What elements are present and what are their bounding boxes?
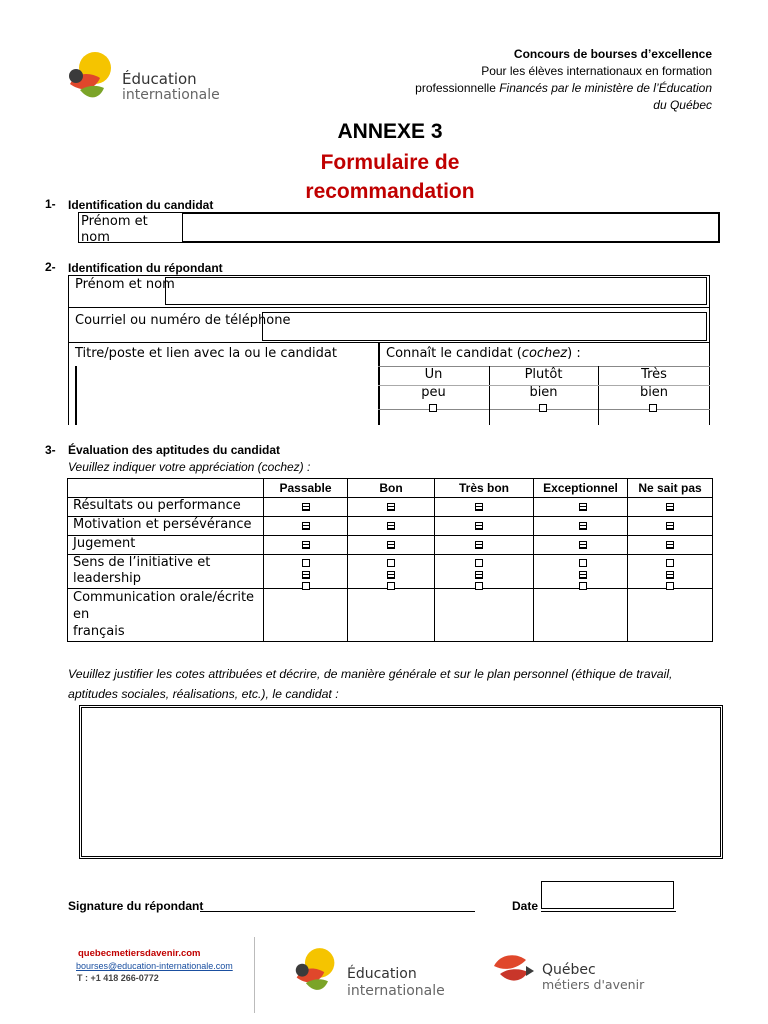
date-line (541, 911, 676, 912)
respondent-name-label: Prénom et nom (75, 277, 175, 292)
rating-checkbox[interactable] (579, 522, 587, 530)
rating-checkbox[interactable] (666, 582, 674, 590)
quebec-metiers-logo (492, 952, 652, 992)
table-row (68, 589, 713, 642)
rating-checkbox[interactable] (666, 541, 674, 549)
rating-checkbox[interactable] (579, 571, 587, 579)
knows-label-end: ) : (567, 346, 581, 361)
rating-checkbox[interactable] (387, 582, 395, 590)
row-label-jugement: Jugement (68, 536, 264, 555)
footer-phone: T : +1 418 266-0772 (77, 973, 159, 983)
rating-checkbox[interactable] (666, 522, 674, 530)
contest-line2: Pour les élèves internationaux en formation (481, 64, 712, 78)
row-label-motivation: Motivation et persévérance (68, 517, 264, 536)
table-row (68, 536, 713, 555)
respondent-row-divider-1 (68, 307, 710, 308)
contest-line3-italic: Financés par le ministère de l’Éducation (499, 81, 712, 95)
justify-instruction-line1: Veuillez justifier les cotes attribuées et décrire, de manière générale et sur le plan personnel (éthique de travail, (68, 667, 673, 681)
candidate-name-label-2: nom (81, 230, 110, 245)
section1-number: 1- (45, 197, 56, 211)
contest-header (415, 46, 712, 114)
justification-textarea[interactable] (79, 705, 723, 859)
contest-line3-plain: professionnelle (415, 81, 496, 95)
logo-text-line1: Éducation (122, 70, 197, 88)
row-label-initiative-line1: Sens de l’initiative et (73, 555, 211, 570)
rating-checkbox[interactable] (387, 559, 395, 567)
rating-checkbox[interactable] (579, 503, 587, 511)
candidate-name-field[interactable] (182, 213, 719, 242)
respondent-name-field[interactable] (165, 277, 707, 305)
row-label-communication (68, 589, 264, 642)
rating-checkbox[interactable] (387, 522, 395, 530)
date-label: Date (512, 899, 539, 913)
rating-checkbox[interactable] (475, 503, 483, 511)
respondent-contact-label: Courriel ou numéro de téléphone (75, 313, 291, 328)
logo-mark-icon (293, 946, 339, 1000)
justify-instruction-line2: aptitudes sociales, réalisations, etc.), le candidat : (68, 687, 339, 701)
row-label-initiative-line2: leadership (73, 571, 142, 586)
respondent-contact-field[interactable] (262, 312, 707, 341)
respondent-row-divider-2 (68, 342, 710, 343)
footer-website[interactable]: quebecmetiersdavenir.com (78, 948, 201, 959)
header-blank (68, 479, 264, 498)
logo-mark-icon (66, 50, 116, 108)
header-exceptionnel: Exceptionnel (534, 479, 628, 498)
footer-logo-text-line2: internationale (347, 983, 445, 999)
knows-column-left-border (378, 342, 380, 425)
education-internationale-logo (66, 50, 226, 108)
rating-checkbox[interactable] (475, 582, 483, 590)
footer-education-logo (293, 946, 453, 1004)
contest-title: Concours de bourses d’excellence (513, 47, 712, 61)
rating-checkbox[interactable] (666, 503, 674, 511)
evaluation-table (67, 478, 713, 642)
option-a-line1: Un (424, 367, 443, 382)
form-title-line2: recommandation (305, 180, 475, 203)
title-field-left-line (75, 366, 77, 425)
form-title-line1: Formulaire de (320, 151, 460, 174)
rating-checkbox[interactable] (387, 541, 395, 549)
rating-checkbox[interactable] (302, 559, 310, 567)
logo-text-line2: internationale (122, 87, 220, 103)
section2-heading: Identification du répondant (68, 261, 223, 275)
evaluation-header-row (68, 479, 713, 498)
quebec-logo-mark-icon (492, 952, 536, 988)
rating-checkbox[interactable] (302, 503, 310, 511)
footer-divider (254, 937, 255, 1013)
rating-checkbox[interactable] (475, 571, 483, 579)
contest-line3 (415, 80, 712, 97)
table-row (68, 498, 713, 517)
rating-checkbox[interactable] (387, 571, 395, 579)
rating-checkbox[interactable] (666, 559, 674, 567)
header-passable: Passable (264, 479, 348, 498)
option-b-line2: bien (529, 385, 558, 400)
row-label-communication-line3: français (73, 624, 125, 639)
contest-line4: du Québec (653, 98, 712, 112)
option-c-line1: Très (641, 367, 667, 382)
rating-checkbox[interactable] (579, 582, 587, 590)
header-ne-sait-pas: Ne sait pas (628, 479, 713, 498)
row-label-resultats: Résultats ou performance (68, 498, 264, 517)
knows-candidate-label (386, 346, 581, 361)
quebec-logo-line2: métiers d'avenir (542, 977, 645, 992)
rating-checkbox[interactable] (475, 522, 483, 530)
respondent-title-label: Titre/poste et lien avec la ou le candidat (75, 346, 337, 361)
row-label-initiative (68, 555, 264, 589)
quebec-logo-line1: Québec (542, 962, 596, 978)
rating-checkbox[interactable] (579, 559, 587, 567)
option-b-checkbox[interactable] (539, 404, 547, 412)
rating-checkbox[interactable] (475, 559, 483, 567)
option-c-line2: bien (639, 385, 669, 400)
rating-checkbox[interactable] (666, 571, 674, 579)
row-label-communication-line2: en (73, 607, 90, 622)
knows-label-italic: cochez (521, 346, 568, 361)
annex-title: ANNEXE 3 (337, 120, 443, 143)
section2-number: 2- (45, 260, 56, 274)
rating-checkbox[interactable] (302, 582, 310, 590)
option-a-line2: peu (421, 385, 446, 400)
date-field[interactable] (541, 881, 674, 909)
rating-checkbox[interactable] (302, 541, 310, 549)
header-tres-bon: Très bon (435, 479, 534, 498)
section3-instruction: Veuillez indiquer votre appréciation (cochez) : (68, 460, 311, 474)
option-c-checkbox[interactable] (649, 404, 657, 412)
section3-number: 3- (45, 443, 56, 457)
footer-logo-text-line1: Éducation (347, 966, 417, 982)
signature-line[interactable] (200, 911, 475, 912)
rating-checkbox[interactable] (475, 541, 483, 549)
rating-checkbox[interactable] (302, 522, 310, 530)
section3-heading: Évaluation des aptitudes du candidat (68, 443, 281, 457)
footer-email[interactable]: bourses@education-internationale.com (76, 961, 233, 971)
rating-checkbox[interactable] (302, 571, 310, 579)
row-label-communication-line1: Communication orale/écrite (73, 590, 255, 605)
option-b-line1: Plutôt (524, 367, 563, 382)
option-a-checkbox[interactable] (429, 404, 437, 412)
rating-checkbox[interactable] (387, 503, 395, 511)
candidate-name-label-1: Prénom et (81, 214, 148, 229)
table-row (68, 517, 713, 536)
knows-label-start: Connaît le candidat ( (386, 346, 522, 361)
header-bon: Bon (348, 479, 435, 498)
section1-heading: Identification du candidat (68, 198, 214, 212)
rating-checkbox[interactable] (579, 541, 587, 549)
signature-label: Signature du répondant (68, 899, 204, 913)
